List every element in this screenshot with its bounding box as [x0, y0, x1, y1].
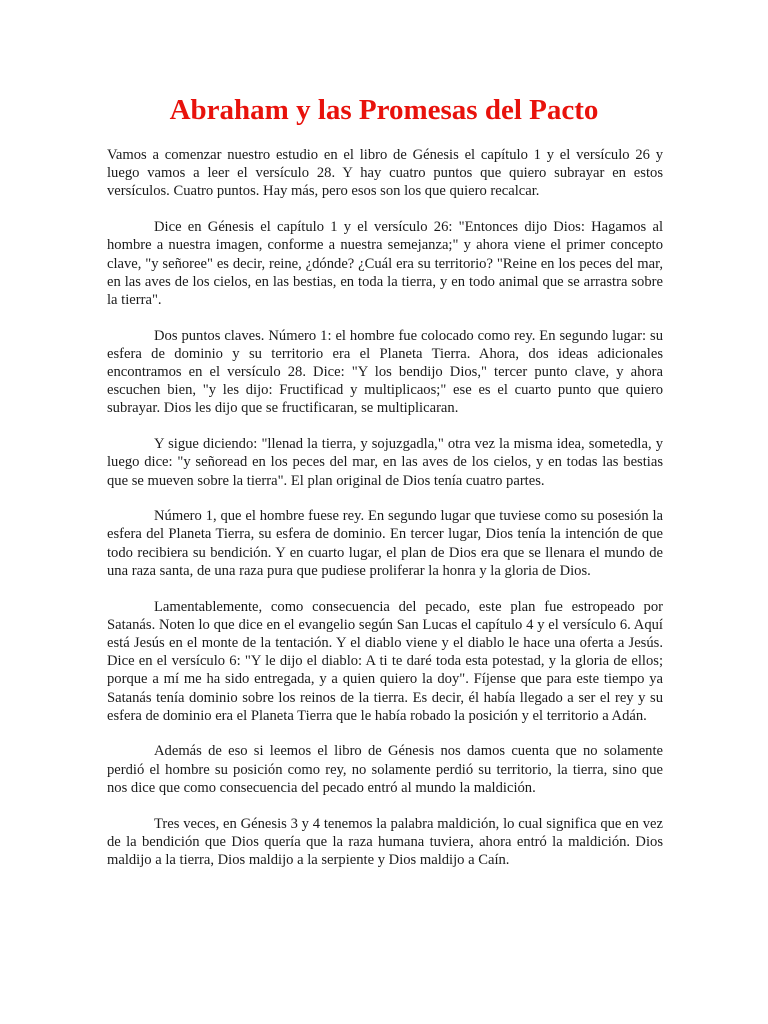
- paragraph-6: Lamentablemente, como consecuencia del pecado, este plan fue estropeado por Satanás. Noten lo que dice en el evangelio según San Lucas el capítulo 4 y el versículo 6. Aquí está Jesús en el monte de la tentación. Y el diablo viene y el diablo le hace una oferta a Jesús. Dice en el versículo 6: "Y le dijo el diablo: A ti te daré toda esta potestad, y la gloria de ellos; porque a mí me ha sido entregada, y a quien quiero la doy". Fíjense que para este tiempo ya Satanás tenía dominio sobre los reinos de la tierra. Es decir, él había llegado a ser el rey y su esfera de dominio era el Planeta Tierra que le había robado la posición y el territorio a Adán.: [107, 598, 663, 724]
- paragraph-8: Tres veces, en Génesis 3 y 4 tenemos la palabra maldición, lo cual significa que en vez de la bendición que Dios quería que la raza humana tuviera, ahora entró la maldición. Dios maldijo a la tierra, Dios maldijo a la serpiente y Dios maldijo a Caín.: [107, 815, 663, 868]
- paragraph-1: Vamos a comenzar nuestro estudio en el libro de Génesis el capítulo 1 y el versículo 26 y luego vamos a leer el versículo 28. Y hay cuatro puntos que quiero subrayar en estos versículos. Cuatro puntos. Hay más, pero esos son los que quiero recalcar.: [107, 147, 663, 200]
- paragraph-4: Y sigue diciendo: "llenad la tierra, y sojuzgadla," otra vez la misma idea, sometedla, y luego dice: "y señoread en los peces del mar, en las aves de los cielos, y en todas las bestias que se mueven sobre la tierra". El plan original de Dios tenía cuatro partes.: [107, 436, 663, 489]
- paragraph-3: Dos puntos claves. Número 1: el hombre fue colocado como rey. En segundo lugar: su esfera de dominio y su territorio era el Planeta Tierra. Ahora, dos ideas adicionales encontramos en el versículo 28. Dice: "Y los bendijo Dios," tercer punto clave, y ahora escuchen bien, "y les dijo: Fructificad y multiplicaos;" ese es el cuarto punto que quiero subrayar. Dios les dijo que se fructificaran, se multiplicaran.: [107, 327, 663, 417]
- document-body: [107, 146, 663, 887]
- document-title: Abraham y las Promesas del Pacto: [169, 94, 599, 126]
- paragraph-2: Dice en Génesis el capítulo 1 y el versículo 26: "Entonces dijo Dios: Hagamos al hombre a nuestra imagen, conforme a nuestra semejanza;" y ahora viene el primer concepto clave, "y señoree" es decir, reine, ¿dónde? ¿Cuál era su territorio? "Reine en los peces del mar, en las aves de los cielos, en las bestias, en toda la tierra, y en todo animal que se arrastra sobre la tierra".: [107, 219, 663, 308]
- paragraph-7: Además de eso si leemos el libro de Génesis nos damos cuenta que no solamente perdió el hombre su posición como rey, no solamente perdió su territorio, la tierra, sino que nos dice que como consecuencia del pecado entró al mundo la maldición.: [107, 743, 663, 796]
- paragraph-5: Número 1, que el hombre fuese rey. En segundo lugar que tuviese como su posesión la esfera del Planeta Tierra, su esfera de dominio. En tercer lugar, Dios tenía la intención de que todo recibiera su bendición. Y en cuarto lugar, el plan de Dios era que se llenara el mundo de una raza santa, de una raza pura que pudiese proliferar la honra y la gloria de Dios.: [107, 508, 663, 579]
